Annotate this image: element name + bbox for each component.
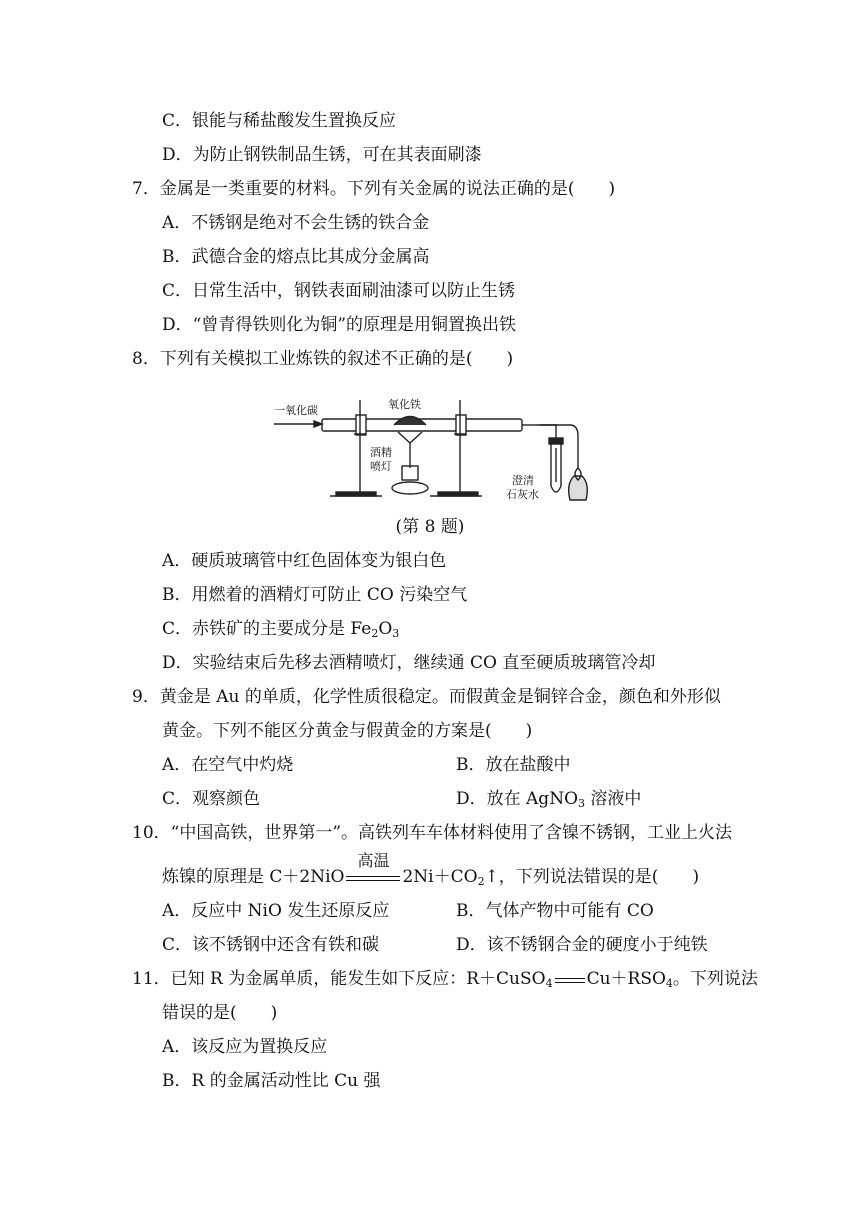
lamp-label-1: 酒精 [370,446,392,459]
question-10-stem-1: 10．“中国高铁，世界第一”。高铁列车车体材料使用了含镍不锈钢，工业上火法 [132,823,733,843]
q10-stem-pre: 炼镍的原理是 C＋2NiO [162,867,345,887]
q8-c-text: C．赤铁矿的主要成分是 Fe [162,619,372,639]
q10-option-d: D．该不锈钢合金的硬度小于纯铁 [456,935,708,955]
q10-stem-post: ↑，下列说法错误的是( ) [484,867,700,887]
q10-option-c: C．该不锈钢中还含有铁和碳 [162,935,380,955]
question-8-stem: 8．下列有关模拟工业炼铁的叙述不正确的是( ) [132,349,514,369]
limewater-label-1: 澄清 [512,474,534,487]
q11-stem-post: 。下列说法 [672,969,758,989]
question-10-stem-2 [162,851,700,893]
q9-option-c: C．观察颜色 [162,789,261,809]
q11-option-a: A．该反应为置换反应 [162,1037,328,1057]
q8-c-sub2: 3 [392,627,400,640]
q9-d-post: 溶液中 [585,789,642,809]
q8-option-a: A．硬质玻璃管中红色固体变为银白色 [162,551,447,571]
q11-option-b: B．R 的金属活动性比 Cu 强 [162,1071,381,1091]
question-7-stem: 7．金属是一类重要的材料。下列有关金属的说法正确的是( ) [132,179,616,199]
q7-option-d: D．“曾青得铁则化为铜”的原理是用铜置换出铁 [162,315,517,335]
iron-smelting-apparatus-figure [270,388,592,504]
question-9-stem-1: 9．黄金是 Au 的单质，化学性质很稳定。而假黄金是铜锌合金，颜色和外形似 [132,687,721,707]
q11-sub2: 4 [665,977,673,990]
question-9-stem-2: 黄金。下列不能区分黄金与假黄金的方案是( ) [162,721,533,741]
q10-stem-mid: 2Ni＋CO [402,867,478,887]
q9-option-a: A．在空气中灼烧 [162,755,294,775]
figure-caption: (第 8 题) [395,517,465,537]
q9-d-sub: 3 [578,797,586,810]
q10-option-a: A．反应中 NiO 发生还原反应 [162,901,390,921]
q8-c-sub1: 2 [371,627,379,640]
condition-label: 高温 [357,851,390,870]
question-11-stem-2: 错误的是( ) [162,1003,278,1023]
q9-d-text: D．放在 AgNO [456,789,579,809]
q11-sub1: 4 [545,977,553,990]
q8-option-d: D．实验结束后先移去酒精喷灯，继续通 CO 直至硬质玻璃管冷却 [162,653,656,673]
option-c-prev: C．银能与稀盐酸发生置换反应 [162,111,397,131]
q8-option-c [162,618,399,645]
option-d-prev: D．为防止钢铁制品生锈，可在其表面刷漆 [162,145,482,165]
limewater-label-2: 石灰水 [506,488,539,501]
q10-option-b: B．气体产物中可能有 CO [456,901,654,921]
q8-option-b: B．用燃着的酒精灯可防止 CO 污染空气 [162,585,468,605]
q9-option-d [456,788,641,815]
q7-option-b: B．武德合金的熔点比其成分金属高 [162,247,430,267]
q10-stem-sub: 2 [477,875,485,888]
q7-option-c: C．日常生活中，钢铁表面刷油漆可以防止生锈 [162,281,516,301]
co-label: 一氧化碳 [274,404,318,417]
question-11-stem-1 [132,968,758,995]
reaction-condition [344,851,402,888]
equals-sign [553,968,587,990]
fe2o3-label: 氧化铁 [388,398,421,411]
q8-c-mid: O [378,619,393,639]
q7-option-a: A．不锈钢是绝对不会生锈的铁合金 [162,213,430,233]
q9-option-b: B．放在盐酸中 [456,755,571,775]
lamp-label-2: 喷灯 [370,460,392,473]
q11-stem-pre: 11．已知 R 为金属单质，能发生如下反应：R＋CuSO [132,969,546,989]
q11-stem-mid: Cu＋RSO [586,969,666,989]
